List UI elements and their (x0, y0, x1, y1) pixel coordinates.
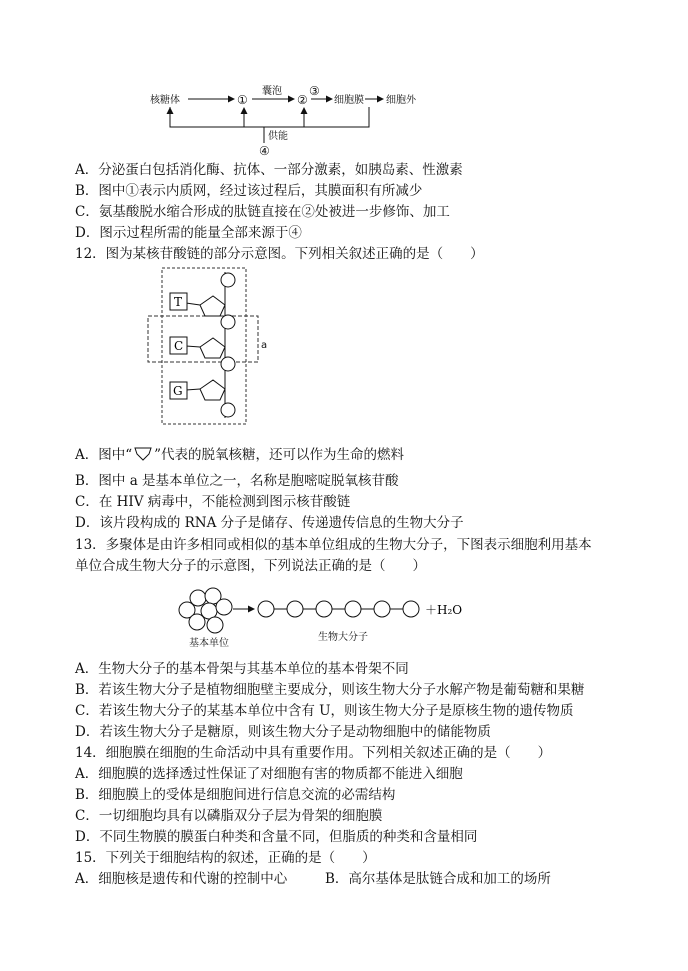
q11-option-c: C．氨基酸脱水缩合形成的肽链直接在②处被进一步修饰、加工 (75, 204, 450, 220)
q13-stem-line1: 13．多聚体是由许多相同或相似的基本单位组成的生物大分子，下图表示细胞利用基本 (75, 537, 592, 553)
sugar-3 (200, 380, 225, 400)
polymer-unit-5 (374, 601, 390, 617)
q12-option-a-post: ”代表的脱氧核糖，还可以作为生命的燃料 (154, 447, 405, 463)
vesicle-label: 囊泡 (262, 86, 282, 97)
q13-option-a: A．生物大分子的基本骨架与其基本单位的基本骨架不同 (75, 661, 409, 677)
secretion-pathway-figure (0, 0, 688, 160)
sugar-1 (200, 296, 225, 316)
monomer-6 (189, 614, 205, 630)
phosphate-3 (221, 357, 235, 371)
q14-option-d: D．不同生物膜的膜蛋白种类和含量不同，但脂质的种类和含量相同 (75, 829, 478, 845)
q13-option-d: D．若该生物大分子是糖原，则该生物大分子是动物细胞中的储能物质 (75, 724, 491, 740)
q15-stem: 15．下列关于细胞结构的叙述，正确的是（ ） (75, 850, 376, 866)
sugar-pentagon-icon (133, 445, 153, 461)
q12-option-d: D．该片段构成的 RNA 分子是储存、传递遗传信息的生物大分子 (75, 515, 464, 531)
q13-stem-line2: 单位合成生物大分子的示意图，下列说法正确的是（ ） (75, 558, 426, 574)
monomer-7 (207, 617, 223, 633)
q12-option-a-pre: A．图中“ (75, 447, 133, 463)
node-3-label: ③ (309, 84, 320, 98)
q14-stem: 14．细胞膜在细胞的生命活动中具有重要作用。下列相关叙述正确的是（ ） (75, 745, 552, 761)
energy-bracket (170, 107, 369, 127)
q14-option-c: C．一切细胞均具有以磷脂双分子层为骨架的细胞膜 (75, 808, 383, 824)
q12-stem: 12．图为某核苷酸链的部分示意图。下列相关叙述正确的是（ ） (75, 246, 484, 262)
q11-option-a: A．分泌蛋白包括消化酶、抗体、一部分激素，如胰岛素、性激素 (75, 162, 463, 178)
node-4-label: ④ (259, 144, 270, 158)
q14-option-a: A．细胞膜的选择透过性保证了对细胞有害的物质都不能进入细胞 (75, 766, 463, 782)
q12-option-c: C．在 HIV 病毒中，不能检测到图示核苷酸链 (75, 494, 351, 510)
outside-label: 细胞外 (386, 95, 416, 106)
bond-1 (186, 303, 200, 305)
sugar-2 (200, 338, 225, 358)
polymer-label: 生物大分子 (318, 632, 368, 643)
q15-option-b: B．高尔基体是肽链合成和加工的场所 (325, 871, 551, 887)
q13-option-c: C．若该生物大分子的某基本单位中含有 U，则该生物大分子是原核生物的遗传物质 (75, 703, 574, 719)
q12-option-b: B．图中 a 是基本单位之一，名称是胞嘧啶脱氧核苷酸 (75, 473, 399, 489)
phosphate-1 (221, 273, 235, 287)
polymer-unit-2 (287, 601, 303, 617)
nucleotide-chain-figure (0, 260, 688, 440)
q11-option-d: D．图示过程所需的能量全部来源于④ (75, 225, 302, 241)
ribosome-label: 核糖体 (150, 95, 180, 106)
bond-3 (186, 389, 200, 390)
phosphate-4 (221, 403, 235, 417)
q11-option-b: B．图中①表示内质网，经过该过程后，其膜面积有所减少 (75, 183, 423, 199)
node-1-label: ① (237, 93, 248, 107)
node-2-label: ② (297, 93, 308, 107)
bond-2 (186, 346, 200, 347)
monomer-5 (216, 599, 232, 615)
polymer-unit-6 (403, 601, 419, 617)
unit-a-box (148, 316, 258, 362)
unit-a-label: a (261, 340, 268, 351)
polymer-synthesis-figure (0, 580, 688, 650)
energy-label: 供能 (268, 131, 288, 142)
polymer-unit-3 (316, 601, 332, 617)
q13-option-b: B．若该生物大分子是植物细胞壁主要成分，则该生物大分子水解产物是葡萄糖和果糖 (75, 682, 585, 698)
monomer-2 (190, 590, 206, 606)
base-label-2: C (174, 339, 184, 353)
polymer-unit-1 (258, 601, 274, 617)
monomer-label: 基本单位 (189, 638, 229, 649)
q15-option-a: A．细胞核是遗传和代谢的控制中心 (75, 871, 288, 887)
polymer-unit-4 (345, 601, 361, 617)
base-label-3: G (173, 384, 183, 398)
base-label-1: T (174, 295, 183, 309)
water-label: ＋H₂O (425, 603, 463, 617)
q14-option-b: B．细胞膜上的受体是细胞间进行信息交流的必需结构 (75, 787, 396, 803)
q12-option-a (75, 445, 404, 464)
phosphate-2 (221, 315, 235, 329)
membrane-label: 细胞膜 (334, 95, 364, 106)
